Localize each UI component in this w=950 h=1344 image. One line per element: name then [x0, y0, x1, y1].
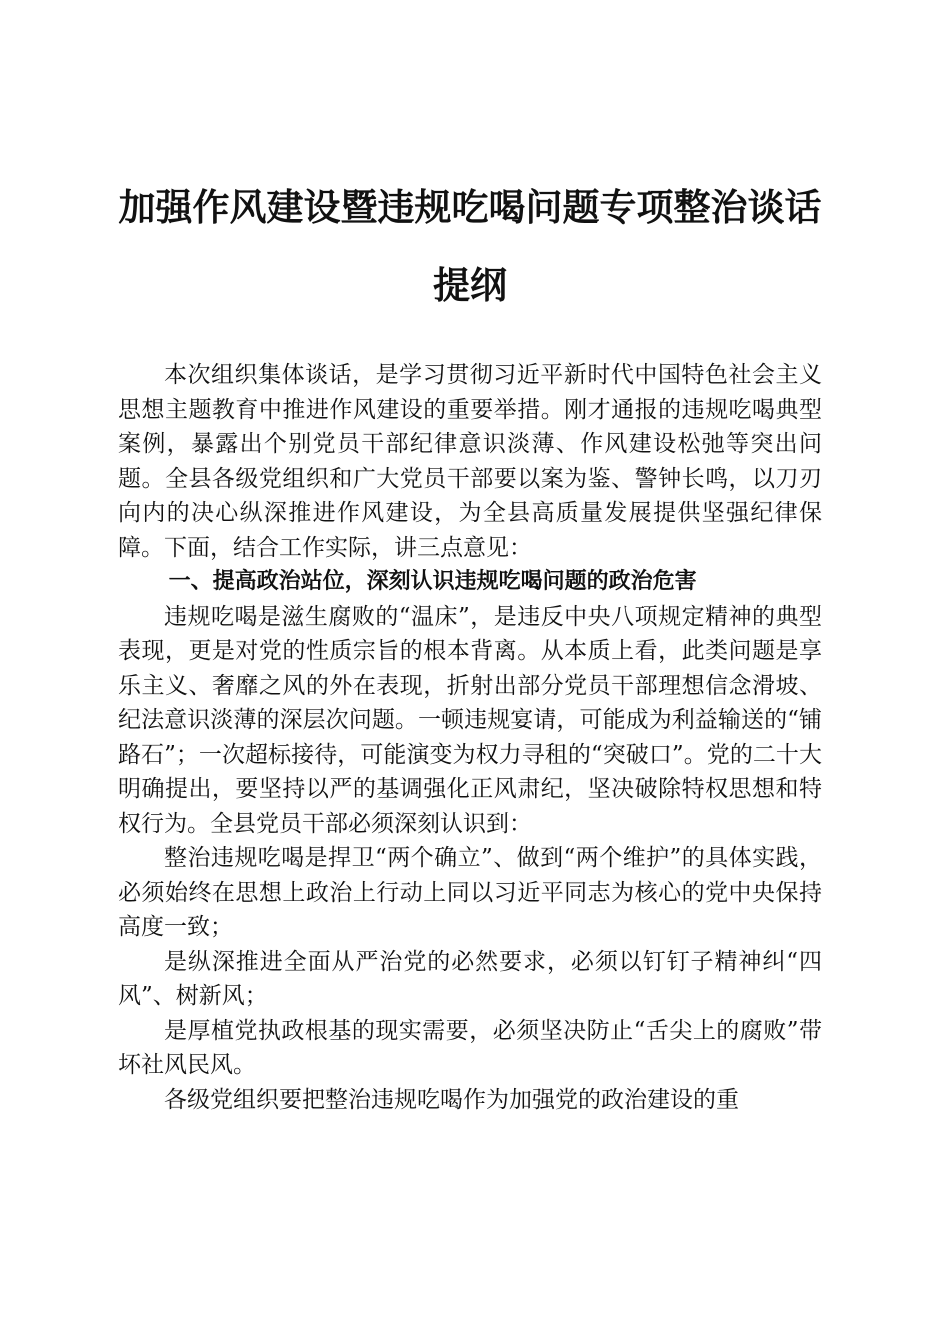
body-paragraph: 整治违规吃喝是捍卫“两个确立”、做到“两个维护”的具体实践，必须始终在思想上政治上行动上同以习近平同志为核心的党中央保持高度一致； — [118, 845, 822, 940]
body-paragraph: 违规吃喝是滋生腐败的“温床”，是违反中央八项规定精神的典型表现，更是对党的性质宗旨的根本背离。从本质上看，此类问题是享乐主义、奢靡之风的外在表现，折射出部分党员干部理想信念滑坡、纪法意识淡薄的深层次问题。一顿违规宴请，可能成为利益输送的“铺路石”；一次超标接待，可能演变为权力寻租的“突破口”。党的二十大明确提出，要坚持以严的基调强化正风肃纪，坚决破除特权思想和特权行为。全县党员干部必须深刻认识到： — [118, 603, 822, 837]
document-title: 加强作风建设暨违规吃喝问题专项整治谈话提纲 — [118, 185, 822, 307]
section-heading-1: 一、提高政治站位，深刻认识违规吃喝问题的政治危害 — [168, 569, 697, 594]
body-paragraph: 是纵深推进全面从严治党的必然要求，必须以钉钉子精神纠“四风”、树新风； — [118, 948, 822, 1009]
intro-paragraph: 本次组织集体谈话，是学习贯彻习近平新时代中国特色社会主义思想主题教育中推进作风建设的重要举措。刚才通报的违规吃喝典型案例，暴露出个别党员干部纪律意识淡薄、作风建设松弛等突出问题。全县各级党组织和广大党员干部要以案为鉴、警钟长鸣，以刀刃向内的决心纵深推进作风建设，为全县高质量发展提供坚强纪律保障。下面，结合工作实际，讲三点意见： — [118, 362, 822, 561]
document-body — [118, 358, 822, 1117]
body-paragraph: 是厚植党执政根基的现实需要，必须坚决防止“舌尖上的腐败”带坏社风民风。 — [118, 1017, 822, 1078]
body-paragraph: 各级党组织要把整治违规吃喝作为加强党的政治建设的重 — [164, 1086, 739, 1113]
